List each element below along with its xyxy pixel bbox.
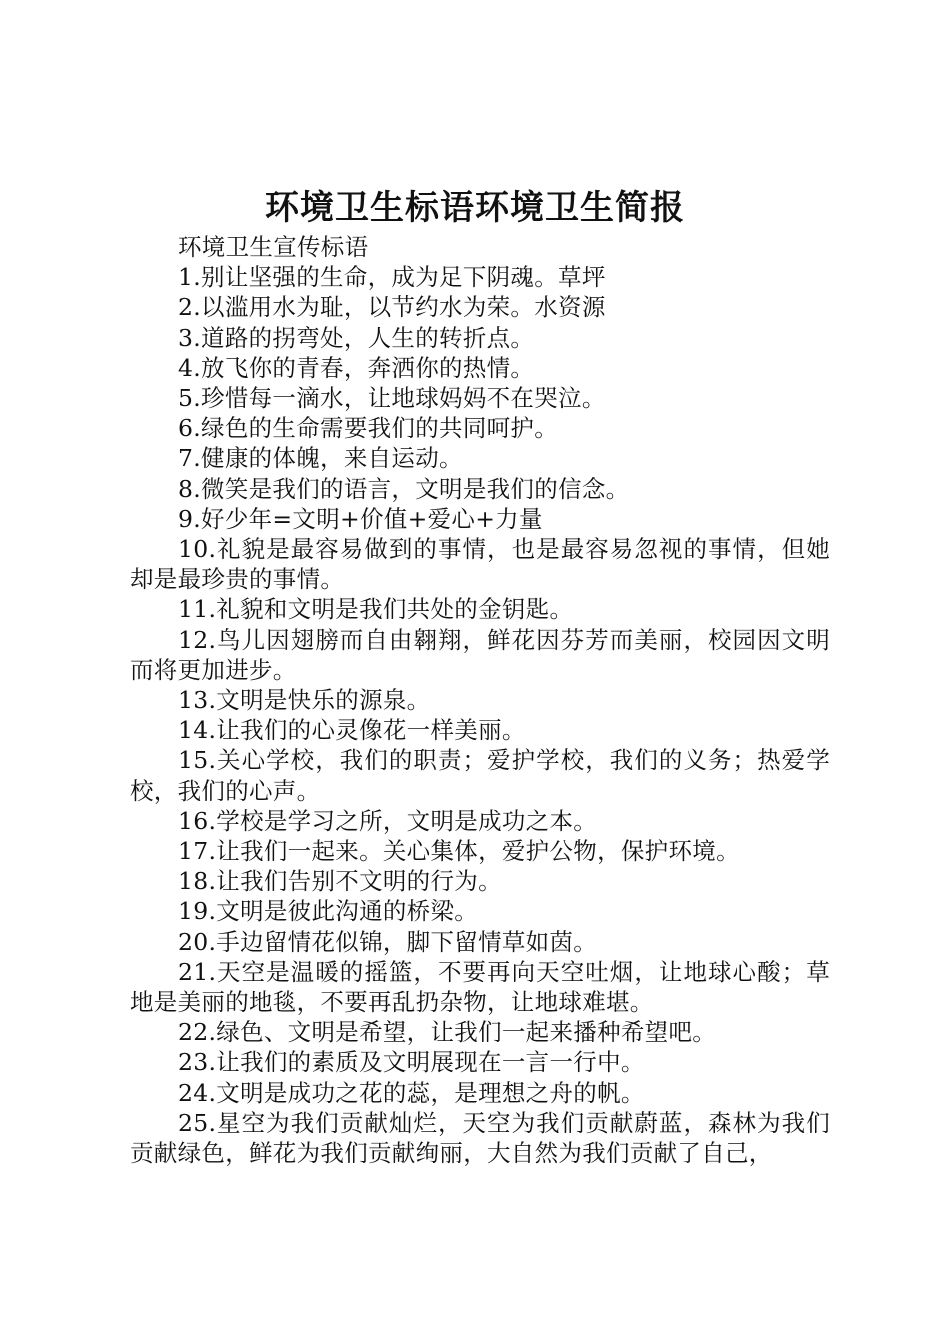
slogan-item: 19.文明是彼此沟通的桥梁。: [178, 897, 479, 926]
slogan-item: 17.让我们一起来。关心集体，爱护公物，保护环境。: [178, 837, 740, 866]
slogan-item: 12.鸟儿因翅膀而自由翱翔，鲜花因芬芳而美丽，校园因文明而将更加进步。: [130, 625, 830, 684]
slogan-item: 13.文明是快乐的源泉。: [178, 686, 431, 715]
slogan-item: 23.让我们的素质及文明展现在一言一行中。: [178, 1048, 645, 1077]
slogan-item: 5.珍惜每一滴水，让地球妈妈不在哭泣。: [178, 384, 606, 413]
slogan-item: 10.礼貌是最容易做到的事情，也是最容易忽视的事情，但她却是最珍贵的事情。: [130, 535, 830, 594]
slogan-item: 8.微笑是我们的语言，文明是我们的信念。: [178, 474, 630, 503]
slogan-item: 4.放飞你的青春，奔洒你的热情。: [178, 353, 535, 382]
slogan-item: 2.以滥用水为耻，以节约水为荣。水资源: [178, 293, 606, 322]
slogan-item: 21.天空是温暖的摇篮，不要再向天空吐烟，让地球心酸；草地是美丽的地毯，不要再乱扔杂物，让地球难堪。: [130, 957, 830, 1017]
slogan-item: 7.健康的体魄，来自运动。: [178, 444, 463, 473]
slogan-item: 20.手边留情花似锦，脚下留情草如茵。: [178, 927, 598, 956]
section-heading: 环境卫生宣传标语: [178, 233, 369, 261]
document-title: 环境卫生标语环境卫生简报: [265, 188, 685, 228]
document-body: [130, 232, 830, 1168]
slogan-item: 22.绿色、文明是希望，让我们一起来播种希望吧。: [178, 1018, 717, 1047]
slogan-item: 16.学校是学习之所，文明是成功之本。: [178, 806, 598, 835]
slogan-item: 1.别让坚强的生命，成为足下阴魂。草坪: [178, 263, 606, 292]
slogan-item: 24.文明是成功之花的蕊，是理想之舟的帆。: [178, 1078, 645, 1107]
slogan-item: 15.关心学校，我们的职责；爱护学校，我们的义务；热爱学校，我们的心声。: [130, 746, 830, 805]
slogan-item: 3.道路的拐弯处，人生的转折点。: [178, 323, 535, 352]
slogan-item: 11.礼貌和文明是我们共处的金钥匙。: [178, 595, 574, 624]
slogan-item: 9.好少年=文明+价值+爱心+力量: [178, 504, 543, 533]
slogan-item: 14.让我们的心灵像花一样美丽。: [178, 716, 526, 745]
slogan-item: 25.星空为我们贡献灿烂，天空为我们贡献蔚蓝，森林为我们贡献绿色，鲜花为我们贡献绚丽，大自然为我们贡献了自己，: [130, 1108, 830, 1168]
slogan-item: 18.让我们告别不文明的行为。: [178, 867, 502, 896]
slogan-item: 6.绿色的生命需要我们的共同呵护。: [178, 414, 559, 443]
